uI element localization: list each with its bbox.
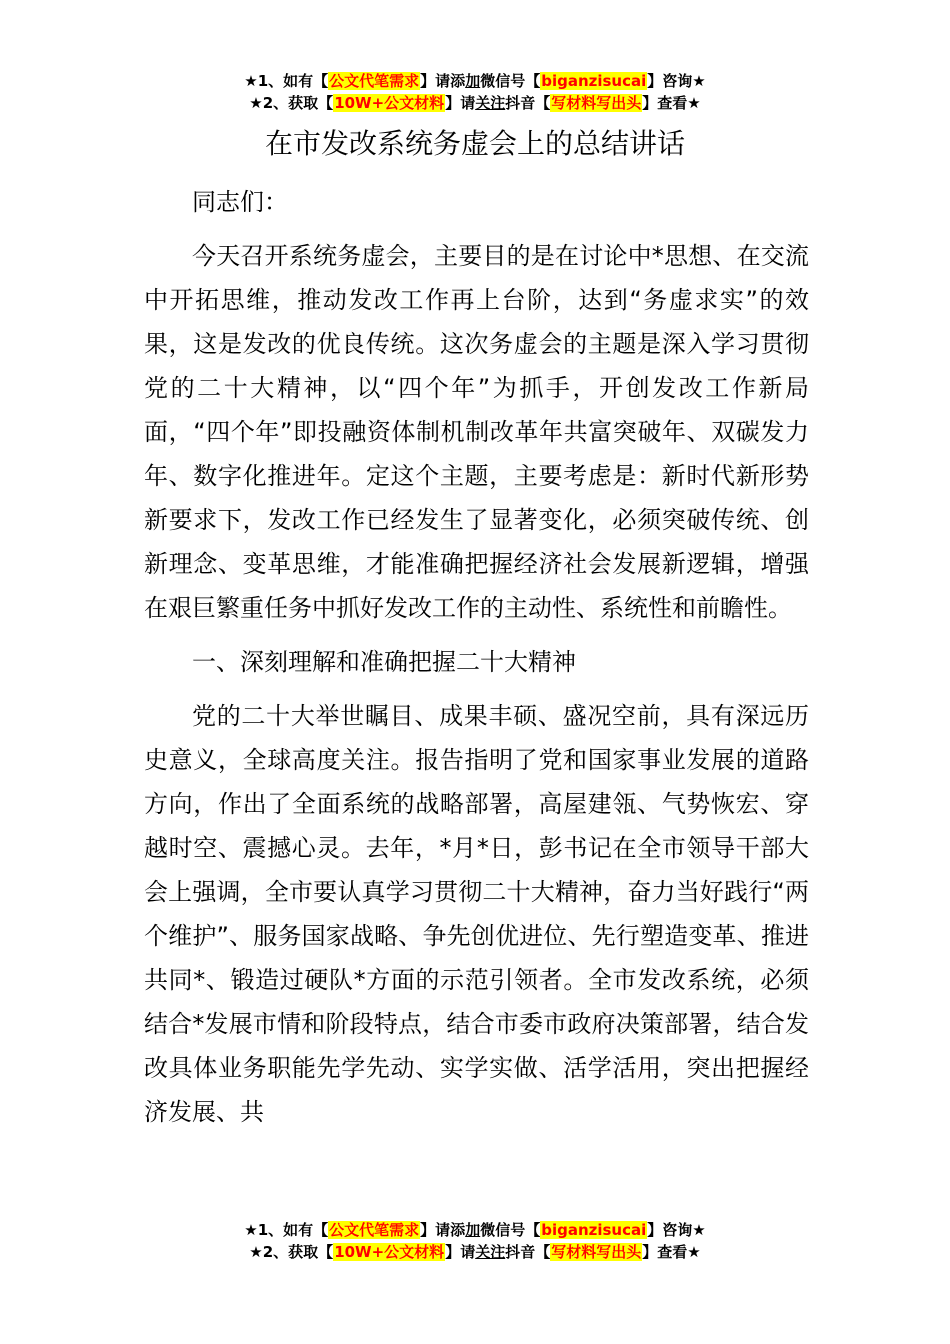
notice-text: 】请添	[420, 1221, 466, 1239]
highlight-text: 公文代笔需求	[329, 72, 420, 90]
underlined-text: 加	[465, 72, 481, 90]
salutation: 同志们：	[192, 188, 288, 216]
highlight-text: 公文代笔需求	[329, 1221, 420, 1239]
notice-text: 微信号【	[480, 1221, 541, 1239]
notice-text: ★1、如有【	[244, 1221, 329, 1239]
douyin-account: 写材料写出头	[551, 1243, 642, 1261]
notice-line-2	[0, 92, 950, 114]
notice-text: 】咨询★	[647, 1221, 706, 1239]
document-title: 在市发改系统务虚会上的总结讲话	[264, 127, 685, 160]
body-paragraph: 党的二十大举世瞩目、成果丰硕、盛况空前，具有深远历史意义，全球高度关注。报告指明了党和国家事业发展的道路方向，作出了全面系统的战略部署，高屋建瓴、气势恢宏、穿越时空、震撼心灵。去年，*月*日，彭书记在全市领导干部大会上强调，全市要认真学习贯彻二十大精神，奋力当好践行“两个维护”、服务国家战略、争先创优进位、先行塑造变革、推进共同*、锻造过硬队*方面的示范引领者。全市发改系统，必须结合*发展市情和阶段特点，结合市委市政府决策部署，结合发改具体业务职能先学先动、实学实做、活学活用，突出把握经济发展、共	[144, 702, 809, 1126]
notice-text: 微信号【	[480, 72, 541, 90]
footer-notice	[0, 1219, 950, 1263]
notice-line-1	[0, 70, 950, 92]
underlined-text: 关注	[475, 94, 506, 112]
notice-text: 抖音【	[505, 94, 551, 112]
notice-line-1	[0, 1219, 950, 1241]
notice-text: 】查看★	[642, 94, 701, 112]
notice-text: 】请	[445, 1243, 476, 1261]
notice-text: 】请添	[420, 72, 466, 90]
underlined-text: 关注	[475, 1243, 506, 1261]
notice-text: 】咨询★	[647, 72, 706, 90]
header-notice	[0, 70, 950, 114]
notice-text: ★2、获取【	[249, 94, 334, 112]
highlight-text: 10W+公文材料	[334, 1243, 445, 1261]
douyin-account: 写材料写出头	[551, 94, 642, 112]
section-heading: 一、深刻理解和准确把握二十大精神	[192, 648, 576, 676]
notice-text: 抖音【	[505, 1243, 551, 1261]
highlight-text: 10W+公文材料	[334, 94, 445, 112]
notice-text: 】查看★	[642, 1243, 701, 1261]
notice-text: ★1、如有【	[244, 72, 329, 90]
document-body	[144, 180, 809, 1134]
notice-text: 】请	[445, 94, 476, 112]
wechat-id: biganzisucai	[541, 1221, 647, 1239]
wechat-id: biganzisucai	[541, 72, 647, 90]
underlined-text: 加	[465, 1221, 481, 1239]
body-paragraph: 今天召开系统务虚会，主要目的是在讨论中*思想、在交流中开拓思维，推动发改工作再上台阶，达到“务虚求实”的效果，这是发改的优良传统。这次务虚会的主题是深入学习贯彻党的二十大精神，以“四个年”为抓手，开创发改工作新局面，“四个年”即投融资体制机制改革年共富突破年、双碳发力年、数字化推进年。定这个主题，主要考虑是：新时代新形势新要求下，发改工作已经发生了显著变化，必须突破传统、创新理念、变革思维，才能准确把握经济社会发展新逻辑，增强在艰巨繁重任务中抓好发改工作的主动性、系统性和前瞻性。	[144, 242, 809, 622]
notice-text: ★2、获取【	[249, 1243, 334, 1261]
notice-line-2	[0, 1241, 950, 1263]
